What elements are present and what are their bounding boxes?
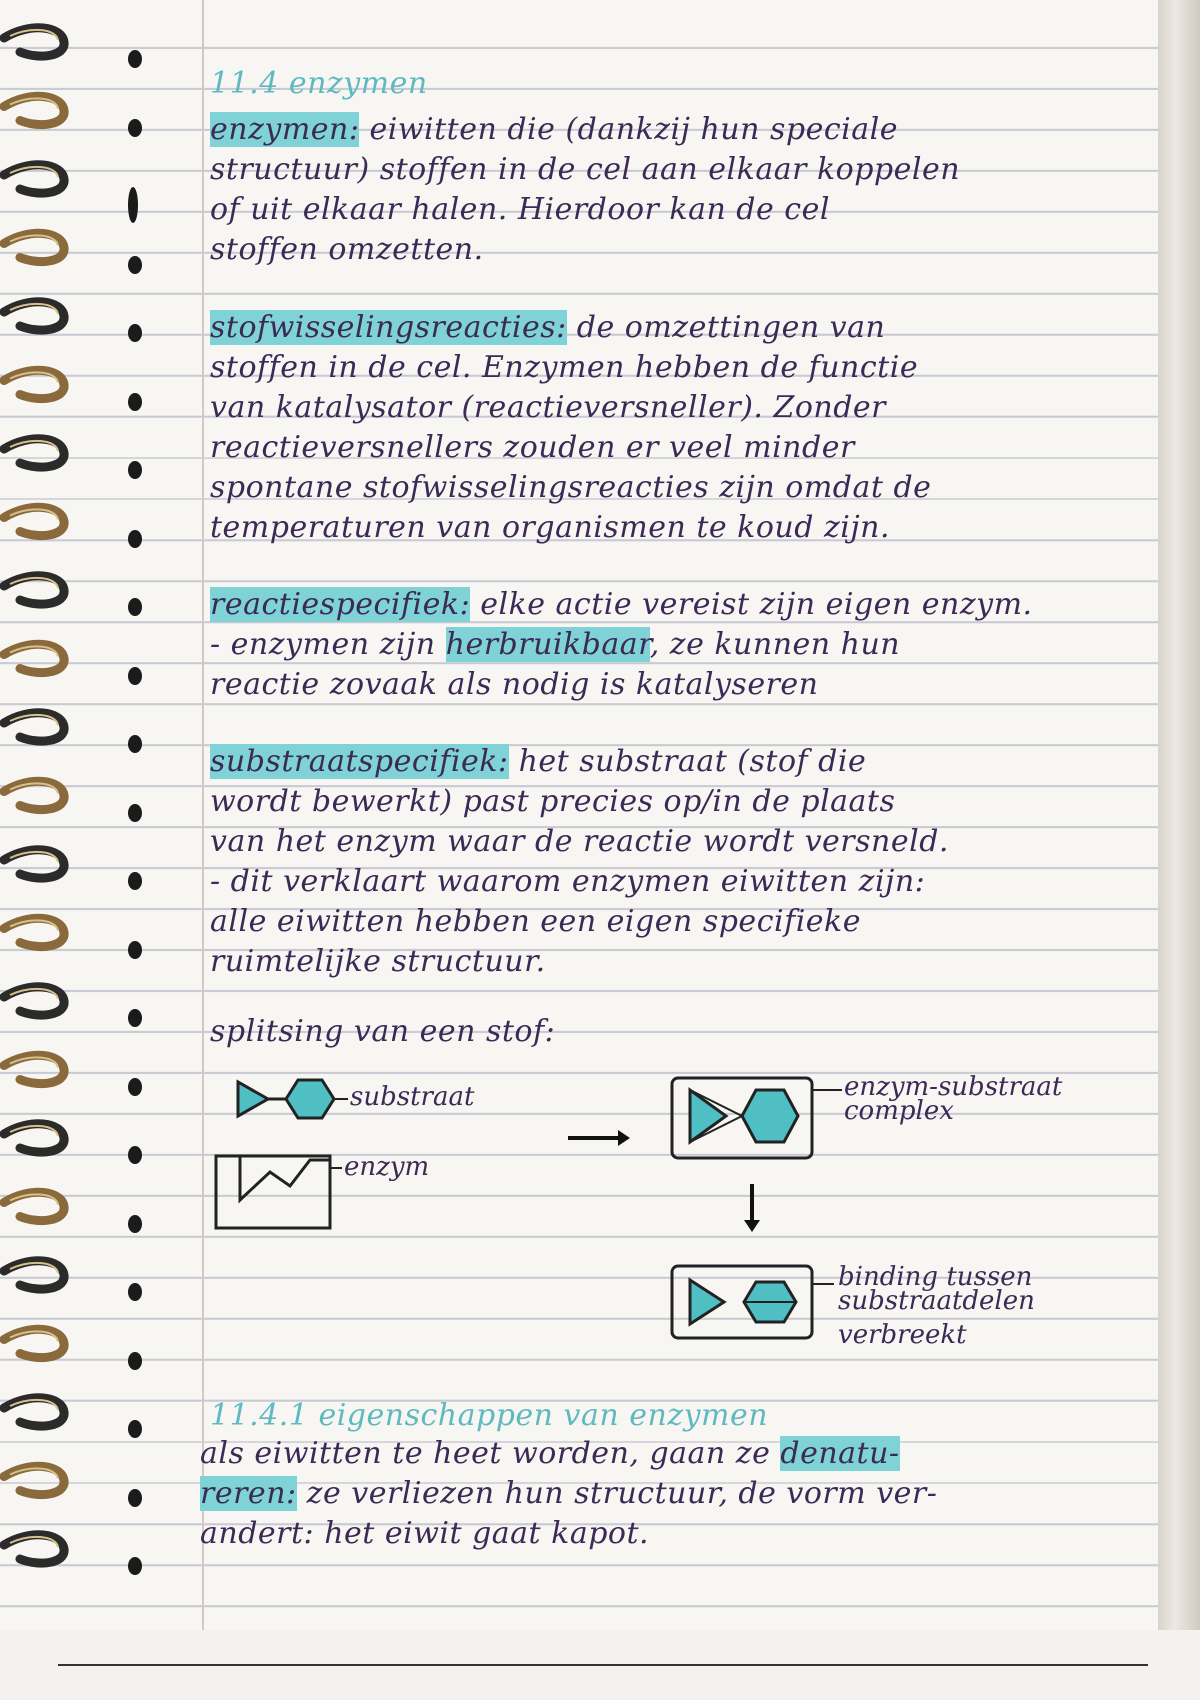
- spiral-coil: [4, 1055, 64, 1083]
- punch-hole: [128, 1078, 142, 1096]
- text-line: reactie zovaak als nodig is katalyseren: [210, 667, 819, 702]
- paragraph-metabolism: [210, 308, 1170, 548]
- spiral-coil: [4, 1398, 64, 1426]
- text-line: elke actie vereist zijn eigen enzym.: [470, 587, 1033, 622]
- label-complex-line2: complex: [844, 1096, 954, 1126]
- spiral-coil: [4, 576, 64, 604]
- label-enzyme: enzym: [344, 1152, 430, 1182]
- punch-hole: [128, 598, 142, 616]
- paragraph-enzymes: [210, 110, 1170, 270]
- spiral-coil: [4, 987, 64, 1015]
- spiral-coil: [4, 644, 64, 672]
- punch-hole: [128, 1009, 142, 1027]
- text-line: het substraat (stof die: [508, 744, 867, 779]
- spiral-coil: [4, 850, 64, 878]
- punch-hole: [128, 256, 142, 274]
- text-line: andert: het eiwit gaat kapot.: [200, 1516, 650, 1551]
- spiral-coil: [4, 781, 64, 809]
- label-substrate: substraat: [350, 1082, 475, 1112]
- spiral-coil: [4, 1535, 64, 1563]
- text-line: of uit elkaar halen. Hierdoor kan de cel: [210, 192, 830, 227]
- text-line: temperaturen van organismen te koud zijn.: [210, 510, 891, 545]
- punch-hole: [128, 50, 142, 68]
- text-line: structuur) stoffen in de cel aan elkaar koppelen: [210, 152, 961, 187]
- diagram-title: splitsing van een stof:: [210, 1014, 556, 1049]
- punch-hole: [128, 119, 142, 137]
- punch-hole: [128, 1420, 142, 1438]
- punch-hole: [128, 1146, 142, 1164]
- bottom-rule: [58, 1664, 1148, 1666]
- punch-hole: [128, 461, 142, 479]
- punch-hole: [128, 1215, 142, 1233]
- spiral-coil: [4, 165, 64, 193]
- complex-shape: [672, 1078, 842, 1158]
- broken-complex-shape: [672, 1266, 834, 1338]
- term-stofwisselingsreacties: stofwisselingsreacties:: [210, 310, 567, 345]
- text-line: van het enzym waar de reactie wordt versneld.: [210, 824, 949, 859]
- label-break-line3: verbreekt: [838, 1320, 967, 1350]
- spiral-coil: [4, 1124, 64, 1152]
- punch-hole: [128, 735, 142, 753]
- spiral-coil: [4, 96, 64, 124]
- spiral-coil: [4, 233, 64, 261]
- punch-hole: [128, 324, 142, 342]
- term-substraatspecifiek: substraatspecifiek:: [210, 744, 509, 779]
- text-fragment: ze verliezen hun structuur, de vorm ver-: [296, 1476, 938, 1511]
- paragraph-denaturation: [200, 1434, 1160, 1554]
- text-line: spontane stofwisselingsreacties zijn omdat de: [210, 470, 932, 505]
- spiral-coil: [4, 28, 64, 56]
- spiral-coil: [4, 1329, 64, 1357]
- heading-enzymes: 11.4 enzymen: [210, 66, 428, 101]
- text-line: wordt bewerkt) past precies op/in de plaats: [210, 784, 896, 819]
- spiral-coil: [4, 370, 64, 398]
- text-line: de omzettingen van: [566, 310, 886, 345]
- label-break-line1: binding tussen: [838, 1262, 1033, 1292]
- spiral-coil: [4, 918, 64, 946]
- spiral-coil: [4, 1466, 64, 1494]
- text-line: ruimtelijke structuur.: [210, 944, 546, 979]
- text-line: stoffen in de cel. Enzymen hebben de functie: [210, 350, 919, 385]
- punch-hole: [128, 187, 138, 223]
- punch-hole: [128, 872, 142, 890]
- diagram-drawing: [190, 1060, 1150, 1380]
- paragraph-substrate-specific: [210, 742, 1170, 982]
- enzyme-shape: [216, 1156, 342, 1228]
- text-line: stoffen omzetten.: [210, 232, 484, 267]
- text-line: - dit verklaart waarom enzymen eiwitten zijn:: [210, 864, 926, 899]
- punch-holes: [120, 0, 160, 1630]
- punch-hole: [128, 393, 142, 411]
- punch-hole: [128, 667, 142, 685]
- text-line: alle eiwitten hebben een eigen specifieke: [210, 904, 861, 939]
- heading-properties: 11.4.1 eigenschappen van enzymen: [210, 1398, 769, 1433]
- spiral-coil: [4, 713, 64, 741]
- substrate-shape: [238, 1080, 348, 1118]
- spiral-coil: [4, 507, 64, 535]
- term-denatu: denatu-: [780, 1436, 900, 1471]
- label-complex-line1: enzym-substraat: [844, 1072, 1063, 1102]
- punch-hole: [128, 1489, 142, 1507]
- term-enzymen: enzymen:: [210, 112, 360, 147]
- margin-line: [202, 0, 204, 1630]
- text-fragment: als eiwitten te heet worden, gaan ze: [200, 1436, 781, 1471]
- spiral-binding: [0, 0, 90, 1630]
- punch-hole: [128, 1352, 142, 1370]
- term-herbruikbaar: herbruikbaar: [445, 627, 650, 662]
- punch-hole: [128, 530, 142, 548]
- text-fragment: , ze kunnen hun: [649, 627, 901, 662]
- arrow-down: [744, 1184, 760, 1232]
- arrow-right: [568, 1130, 630, 1146]
- spiral-coil: [4, 1192, 64, 1220]
- punch-hole: [128, 804, 142, 822]
- term-reren: reren:: [200, 1476, 297, 1511]
- text-line: reactieversnellers zouden er veel minder: [210, 430, 855, 465]
- punch-hole: [128, 941, 142, 959]
- punch-hole: [128, 1557, 142, 1575]
- text-fragment: - enzymen zijn: [210, 627, 446, 662]
- spiral-coil: [4, 302, 64, 330]
- text-line: eiwitten die (dankzij hun speciale: [359, 112, 898, 147]
- punch-hole: [128, 1283, 142, 1301]
- enzyme-diagram: [190, 1060, 1150, 1380]
- paragraph-reaction-specific: [210, 585, 1170, 705]
- text-line: van katalysator (reactieversneller). Zonder: [210, 390, 887, 425]
- label-break-line2: substraatdelen: [838, 1286, 1035, 1316]
- spiral-coil: [4, 1261, 64, 1289]
- term-reactiespecifiek: reactiespecifiek:: [210, 587, 471, 622]
- spiral-coil: [4, 439, 64, 467]
